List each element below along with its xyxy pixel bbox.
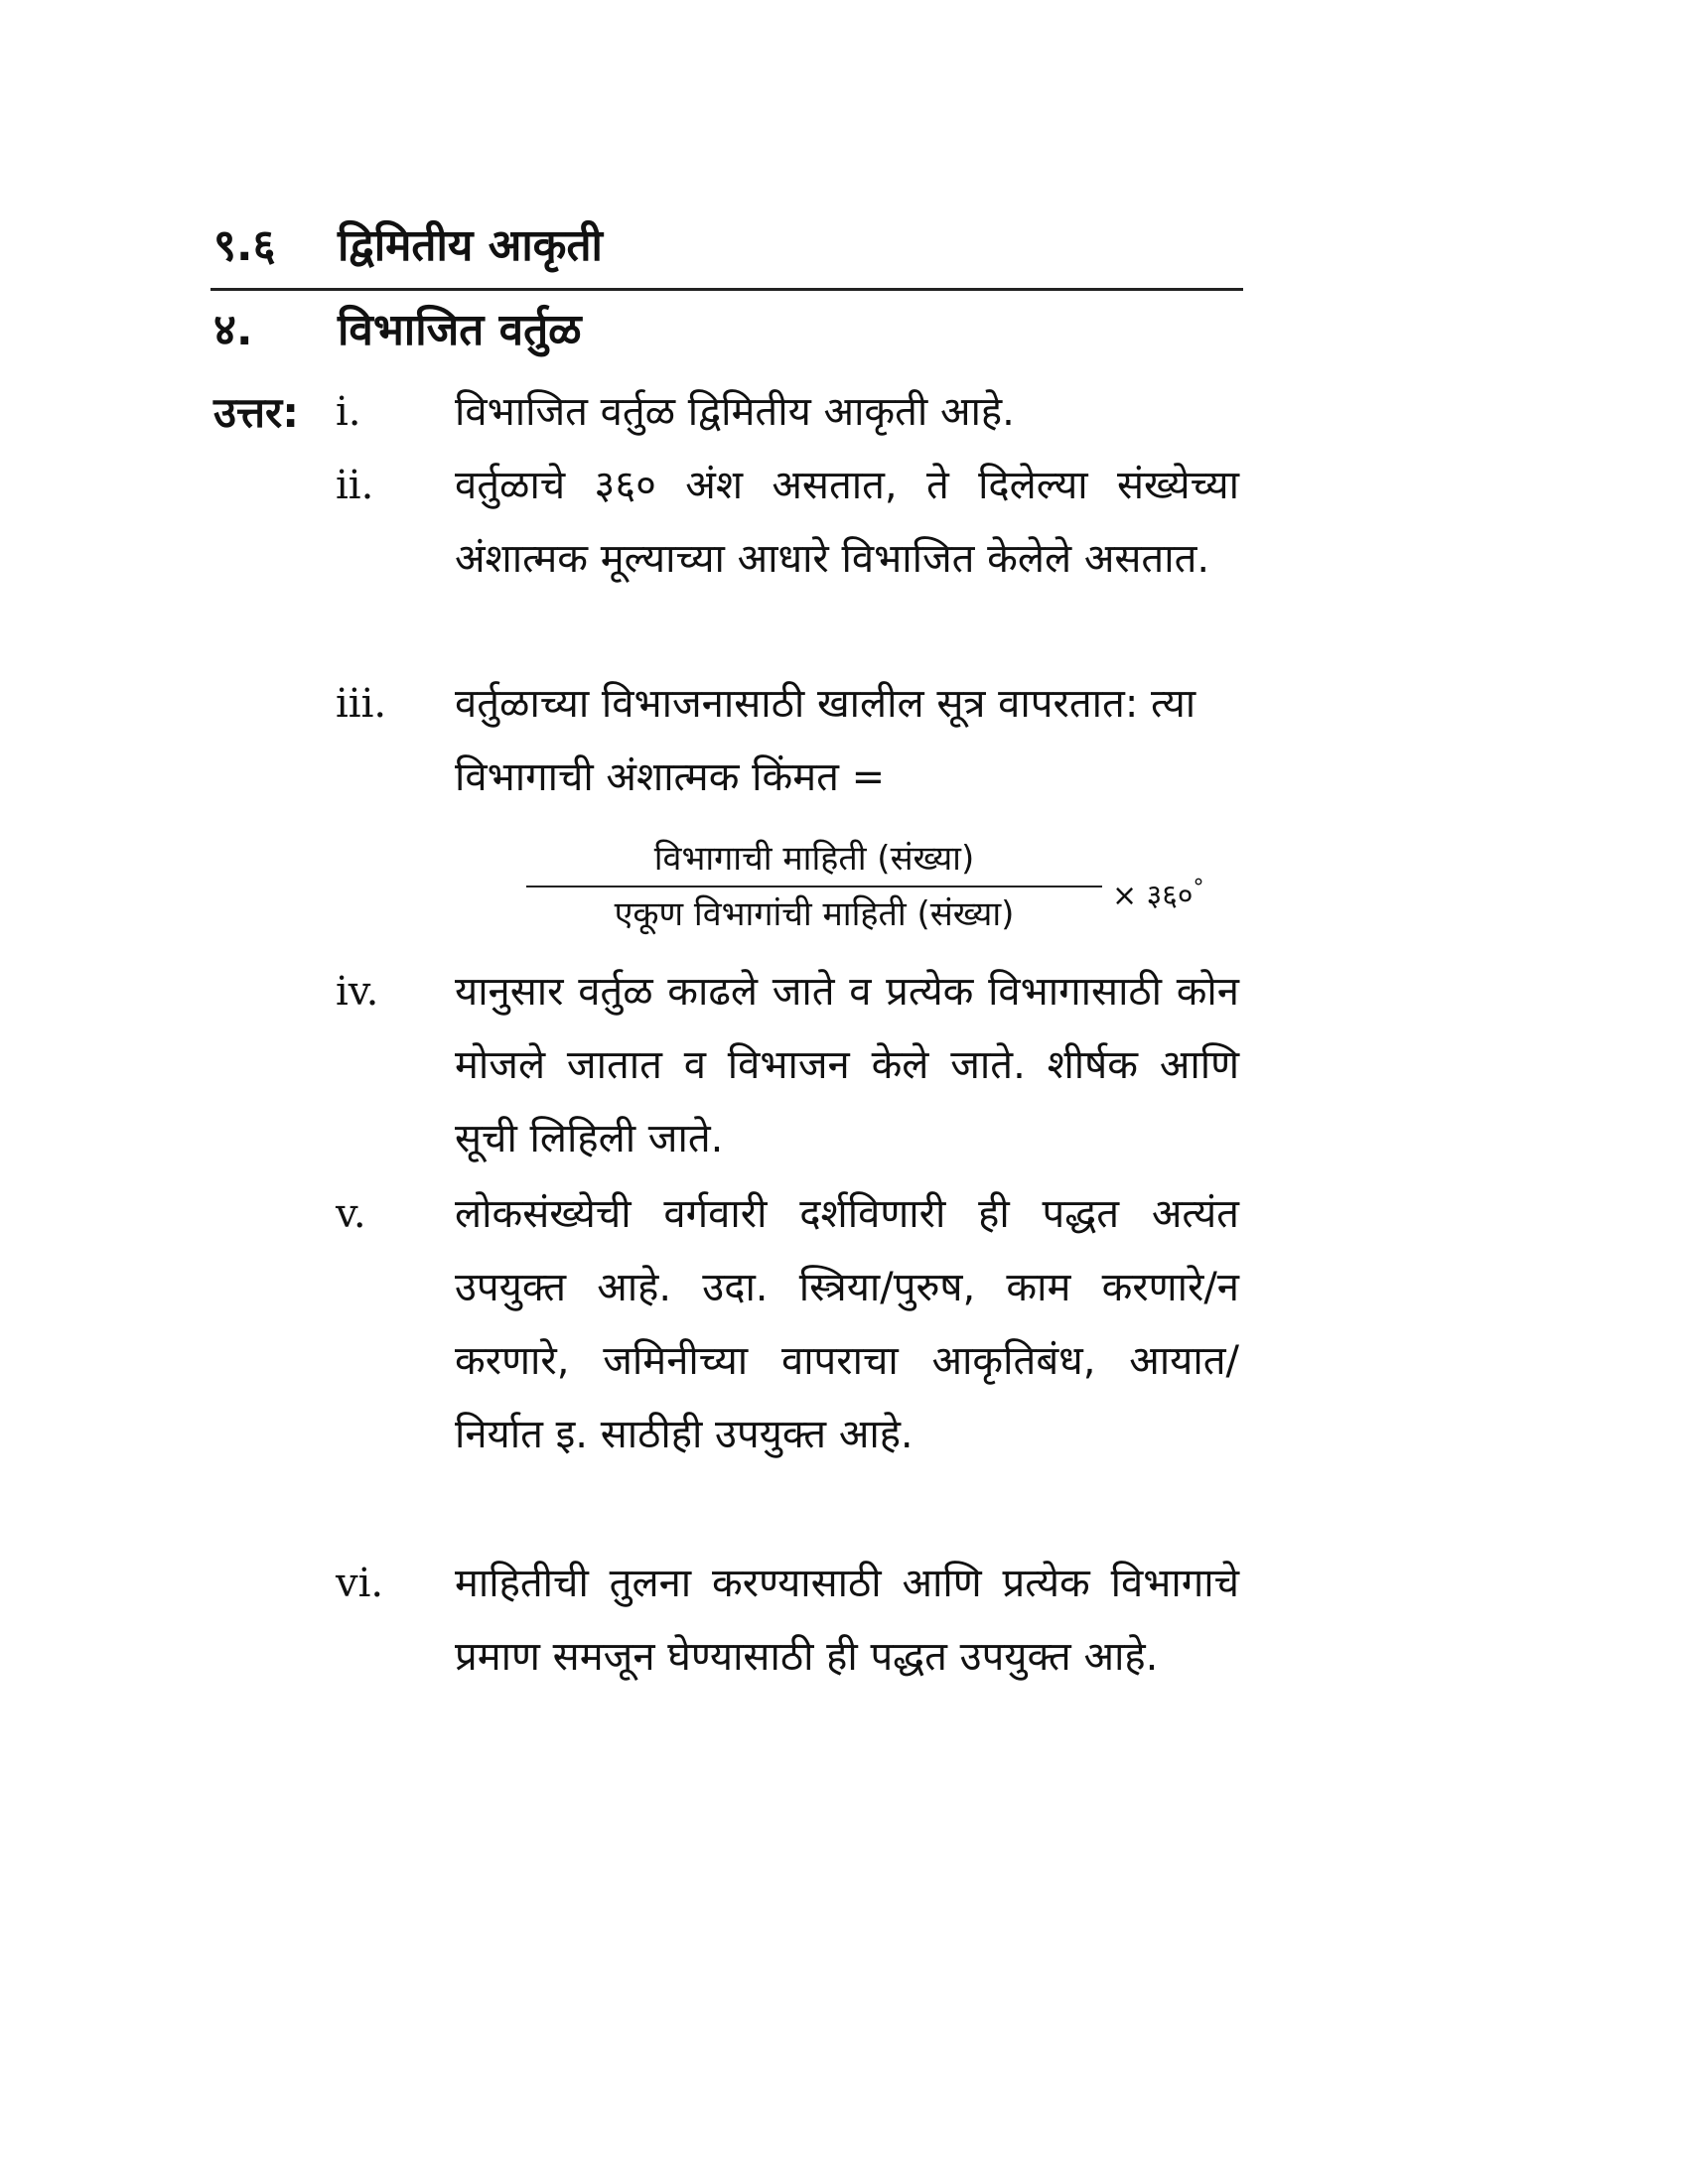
formula-multiplier-text: × ३६०	[1112, 879, 1194, 913]
item-marker-iv: iv.	[336, 969, 379, 1015]
question-title: विभाजित वर्तुळ	[338, 305, 582, 355]
formula-multiplier	[1112, 864, 1203, 921]
formula-fraction	[526, 832, 1102, 941]
heading-divider	[211, 288, 1243, 291]
formula-denominator: एकूण विभागांची माहिती (संख्या)	[614, 894, 1015, 934]
answer-label: उत्तर:	[213, 388, 300, 437]
item-marker-ii: ii.	[336, 463, 374, 508]
item-marker-iii: iii.	[336, 681, 387, 727]
formula-numerator: विभागाची माहिती (संख्या)	[653, 839, 975, 879]
question-heading	[213, 293, 1236, 368]
question-number: ४.	[213, 305, 253, 355]
section-title: द्विमितीय आकृती	[338, 220, 603, 271]
item-text-i: विभाजित वर्तुळ द्विमितीय आकृती आहे.	[455, 389, 1015, 435]
formula	[516, 832, 1231, 951]
item-marker-v: v.	[336, 1191, 366, 1237]
degree-symbol: °	[1193, 876, 1204, 900]
item-text-iii: वर्तुळाच्या विभाजनासाठी खालील सूत्र वापरतात: त्या विभागाची अंशात्मक किंमत =	[455, 681, 1196, 800]
item-text-ii: वर्तुळाचे ३६० अंश असतात, ते दिलेल्या संख्येच्या अंशात्मक मूल्याच्या आधारे विभाजित केलेले असतात.	[455, 463, 1239, 582]
section-number: ९.६	[213, 220, 276, 271]
item-text-v: लोकसंख्येची वर्गवारी दर्शविणारी ही पद्धत अत्यंत उपयुक्त आहे. उदा. स्त्रिया/पुरुष, काम करणारे/न करणारे, जमिनीच्या वापराचा आकृतिबंध, आयात/निर्यात इ. साठीही उपयुक्त आहे.	[455, 1191, 1239, 1457]
item-marker-i: i.	[336, 389, 361, 435]
item-text-vi: माहितीची तुलना करण्यासाठी आणि प्रत्येक विभागाचे प्रमाण समजून घेण्यासाठी ही पद्धत उपयुक्त आहे.	[455, 1561, 1239, 1680]
section-heading	[213, 206, 1236, 286]
item-marker-vi: vi.	[336, 1561, 384, 1606]
item-text-iv: यानुसार वर्तुळ काढले जाते व प्रत्येक विभागासाठी कोन मोजले जातात व विभाजन केले जाते. शीर्षक आणि सूची लिहिली जाते.	[455, 969, 1239, 1161]
